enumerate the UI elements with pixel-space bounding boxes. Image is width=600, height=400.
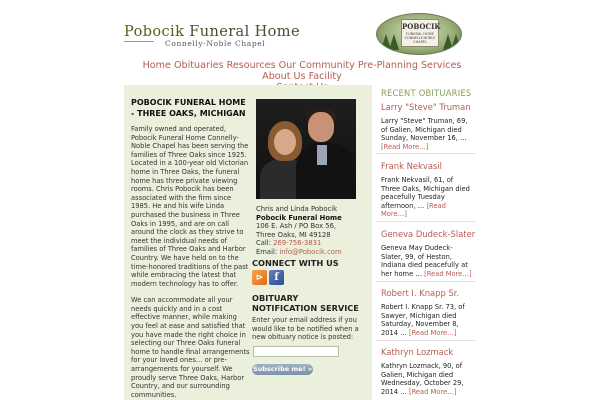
read-more-link[interactable]: [Read More…] — [408, 328, 457, 337]
obituary-excerpt — [381, 117, 473, 151]
nav-item-about-us[interactable]: About Us — [262, 71, 306, 82]
site-logo-title[interactable] — [124, 24, 300, 40]
phone-line — [256, 239, 366, 248]
logo-divider — [124, 41, 154, 42]
intro-column — [131, 98, 251, 399]
recent-obituaries-heading: RECENT OBITUARIES — [381, 88, 472, 98]
obituary-item — [381, 229, 476, 278]
sign-name: POBOCIK — [402, 22, 441, 31]
nav-item-obituaries[interactable]: Obituaries — [173, 60, 224, 71]
intro-paragraph: Family owned and operated, Pobocik Funeral Home Connelly-Noble Chapel has been serving the families of Three Oaks since 1925. Located in a 100-year old Victorian home in Three Oaks, the funeral home has three private viewing rooms. Chris Pobocik has been associated with the firm since 1985. He and his wife Linda purchased the business in Three Oaks in 1995, and are on call around the clock as they strive to meet the individual needs of families of Three Oaks and Harbor Country. We have held on to the time-honored traditions of the past while embracing the latest that modern technology has to offer. — [131, 125, 249, 288]
obituary-item — [381, 161, 473, 219]
facebook-icon[interactable]: f — [269, 270, 284, 285]
obituary-excerpt-text: Geneva May Dudeck-Slater, 99, of Heston, Indiana died peacefully at her home … — [381, 244, 468, 278]
intro-paragraph: We can accommodate all your needs quickly and in a cost effective manner, while making you feel at ease and satisfied that you have made the right choice in selecting our Three Oaks funeral home to handle final arrangements for your loved ones… or pre-arrangements for yourself. We proudly serve Three Oaks, Harbor Country, and our surrounding communities. — [131, 296, 250, 399]
phone-label: Call: — [256, 239, 274, 247]
obituary-item — [381, 347, 473, 396]
nav-item-pre-planning-services[interactable]: Pre-Planning Services — [357, 60, 462, 71]
obituary-excerpt-text: Robert I. Knapp Sr. 73, of Sawyer, Michigan died Saturday, November 8, 2014 … — [381, 303, 465, 337]
obituary-excerpt-text: Larry "Steve" Truman, 69, of Galien, Michigan died Sunday, November 16, … — [381, 117, 468, 143]
obituary-item — [381, 102, 473, 151]
nav-item-resources[interactable]: Resources — [226, 60, 276, 71]
tree-icon — [389, 34, 399, 50]
obituary-excerpt-text: Kathryn Lozmack, 90, of Galien, Michigan died Wednesday, October 29, 2014 … — [381, 362, 464, 396]
obituary-excerpt — [381, 244, 473, 278]
obituary-name-link[interactable]: Larry "Steve" Truman — [381, 102, 471, 112]
email-line — [256, 248, 366, 257]
obituary-excerpt — [381, 176, 473, 219]
sign-chapel: CONNELLY-NOBLE CHAPEL — [404, 36, 436, 44]
nav-item-facility[interactable]: Facility — [308, 71, 342, 82]
obituary-excerpt — [381, 362, 473, 396]
subscribe-button[interactable]: Subscribe me! » — [252, 365, 313, 373]
obituary-name-link[interactable]: Kathryn Lozmack — [381, 347, 454, 357]
obituary-name-link[interactable]: Frank Nekvasil — [381, 161, 442, 171]
address-line: Three Oaks, MI 49128 — [256, 230, 331, 239]
divider — [376, 221, 476, 222]
divider — [376, 281, 476, 282]
owners-photo — [256, 99, 356, 199]
obituary-excerpt — [381, 303, 473, 337]
main-nav — [126, 60, 478, 82]
logo-subtitle: Connelly-Noble Chapel — [165, 39, 266, 48]
sign-subtitle: FUNERAL HOME — [406, 32, 434, 36]
read-more-link[interactable]: [Read More…] — [381, 201, 446, 219]
email-label: Email: — [256, 247, 280, 256]
rss-icon[interactable]: ⊳ — [252, 270, 267, 285]
logo-title-first: Pobocik — [124, 24, 185, 40]
email-link[interactable]: info@Pobocik.com — [279, 247, 342, 256]
photo-figure — [274, 129, 296, 155]
funeral-home-sign-image — [376, 13, 462, 55]
photo-figure — [308, 112, 334, 142]
obituary-name-link[interactable]: Robert I. Knapp Sr. — [381, 288, 460, 298]
divider — [376, 340, 476, 341]
read-more-link[interactable]: [Read More…] — [424, 269, 472, 278]
business-name: Pobocik Funeral Home — [256, 213, 342, 222]
page-title: POBOCIK FUNERAL HOME - THREE OAKS, MICHIGAN — [131, 98, 246, 118]
photo-caption: Chris and Linda Pobocik — [256, 205, 338, 213]
divider — [376, 153, 476, 154]
contact-info — [256, 205, 366, 256]
logo-title-rest: Funeral Home — [184, 24, 300, 40]
tree-icon — [451, 34, 461, 50]
address-line: 106 E. Ash / PO Box 56, — [256, 222, 337, 230]
nav-item-home[interactable]: Home — [142, 60, 171, 71]
connect-heading: CONNECT WITH US — [252, 258, 339, 268]
notification-description: Enter your email address if you would like to be notified when a new obituary notice is posted: — [252, 316, 359, 341]
nav-item-our-community[interactable]: Our Community — [278, 60, 355, 71]
obituary-name-link[interactable]: Geneva Dudeck-Slater — [381, 229, 476, 239]
sign-plate — [401, 19, 439, 47]
obituary-item — [381, 288, 473, 337]
site-header — [0, 0, 600, 60]
notification-heading: OBITUARY NOTIFICATION SERVICE — [252, 293, 359, 313]
obituary-excerpt-text: Frank Nekvasil, 61, of Three Oaks, Michigan died peacefully Tuesday afternoon, … — [381, 176, 470, 210]
photo-figure — [317, 145, 327, 165]
read-more-link[interactable]: [Read More…] — [408, 387, 457, 396]
read-more-link[interactable]: [Read More…] — [381, 142, 429, 151]
email-field[interactable] — [253, 346, 339, 357]
phone-link[interactable]: 269-756-3831 — [273, 239, 322, 247]
